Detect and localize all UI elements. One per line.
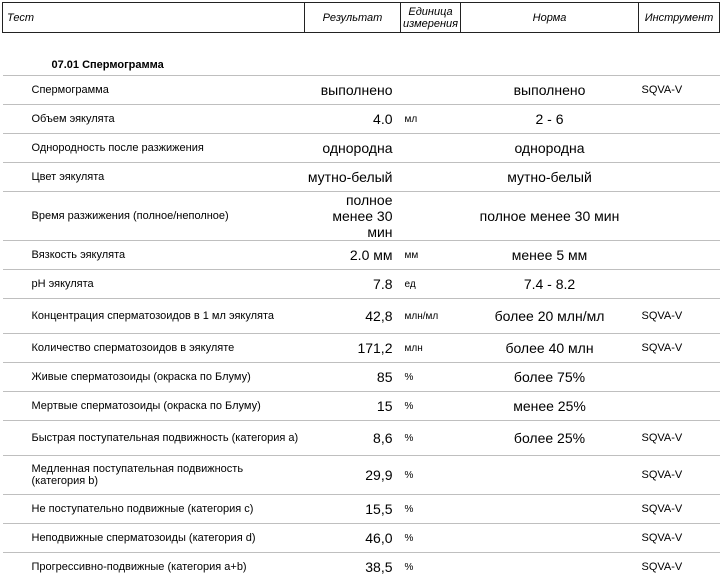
instrument-cell: SQVA-V: [639, 456, 720, 495]
instrument-cell: [639, 270, 720, 299]
table-row: [3, 76, 720, 105]
result-cell: мутно-белый: [305, 163, 401, 192]
norm-cell: более 25%: [461, 421, 639, 456]
norm-cell: менее 5 мм: [461, 241, 639, 270]
instrument-cell: SQVA-V: [639, 553, 720, 582]
result-cell: 4.0: [305, 105, 401, 134]
test-name-cell: Медленная поступательная подвижность (категория b): [3, 456, 305, 495]
table-row: [3, 163, 720, 192]
result-cell: 29,9: [305, 456, 401, 495]
unit-cell: млн/мл: [401, 299, 461, 334]
test-name-cell: Цвет эякулята: [3, 163, 305, 192]
unit-cell: %: [401, 524, 461, 553]
norm-cell: 7.4 - 8.2: [461, 270, 639, 299]
norm-cell: более 40 млн: [461, 334, 639, 363]
norm-cell: [461, 524, 639, 553]
unit-cell: %: [401, 363, 461, 392]
group-title: 07.01 Спермограмма: [51, 58, 164, 71]
unit-cell: млн: [401, 334, 461, 363]
unit-cell: [401, 134, 461, 163]
unit-cell: %: [401, 421, 461, 456]
test-name-cell: Прогрессивно-подвижные (категория a+b): [3, 553, 305, 582]
table-row: [3, 421, 720, 456]
instrument-cell: SQVA-V: [639, 334, 720, 363]
test-name-cell: Вязкость эякулята: [3, 241, 305, 270]
result-cell: 2.0 мм: [305, 241, 401, 270]
norm-cell: менее 25%: [461, 392, 639, 421]
unit-cell: ед: [401, 270, 461, 299]
column-header-result: Результат: [305, 3, 401, 33]
test-name-cell: Не поступательно подвижные (категория c): [3, 495, 305, 524]
test-name-cell: Спермограмма: [3, 76, 305, 105]
norm-cell: полное менее 30 мин: [461, 192, 639, 241]
result-cell: 171,2: [305, 334, 401, 363]
instrument-cell: SQVA-V: [639, 421, 720, 456]
table-row: [3, 299, 720, 334]
instrument-cell: [639, 241, 720, 270]
column-header-instrument: Инструмент: [639, 3, 720, 33]
result-cell: 15: [305, 392, 401, 421]
column-header-unit: Единица измерения: [401, 3, 461, 33]
group-row: [3, 55, 720, 76]
table-row: [3, 495, 720, 524]
instrument-cell: [639, 192, 720, 241]
unit-cell: %: [401, 553, 461, 582]
norm-cell: [461, 553, 639, 582]
result-cell: 7.8: [305, 270, 401, 299]
instrument-cell: [639, 392, 720, 421]
norm-cell: 2 - 6: [461, 105, 639, 134]
result-cell: 8,6: [305, 421, 401, 456]
unit-cell: [401, 163, 461, 192]
result-cell: 42,8: [305, 299, 401, 334]
result-cell: выполнено: [305, 76, 401, 105]
unit-cell: [401, 76, 461, 105]
instrument-cell: [639, 134, 720, 163]
table-row: [3, 392, 720, 421]
results-table: [2, 2, 720, 582]
instrument-cell: SQVA-V: [639, 495, 720, 524]
table-row: [3, 553, 720, 582]
result-cell: 46,0: [305, 524, 401, 553]
table-row: [3, 105, 720, 134]
header-row: [3, 3, 720, 33]
instrument-cell: [639, 163, 720, 192]
instrument-cell: SQVA-V: [639, 299, 720, 334]
instrument-cell: [639, 105, 720, 134]
unit-cell: мл: [401, 105, 461, 134]
norm-cell: выполнено: [461, 76, 639, 105]
test-name-cell: Объем эякулята: [3, 105, 305, 134]
unit-cell: [401, 192, 461, 241]
norm-cell: мутно-белый: [461, 163, 639, 192]
table-row: [3, 363, 720, 392]
norm-cell: более 75%: [461, 363, 639, 392]
table-row: [3, 334, 720, 363]
table-row: [3, 270, 720, 299]
table-row: [3, 241, 720, 270]
unit-cell: %: [401, 456, 461, 495]
norm-cell: [461, 456, 639, 495]
result-cell: полное менее 30 мин: [305, 192, 401, 241]
test-name-cell: Однородность после разжижения: [3, 134, 305, 163]
column-header-norm: Норма: [461, 3, 639, 33]
test-name-cell: Концентрация сперматозоидов в 1 мл эякулята: [3, 299, 305, 334]
test-name-cell: Мертвые сперматозоиды (окраска по Блуму): [3, 392, 305, 421]
test-name-cell: Неподвижные сперматозоиды (категория d): [3, 524, 305, 553]
instrument-cell: SQVA-V: [639, 76, 720, 105]
norm-cell: [461, 495, 639, 524]
table-row: [3, 134, 720, 163]
test-name-cell: Количество сперматозоидов в эякуляте: [3, 334, 305, 363]
table-row: [3, 192, 720, 241]
result-cell: 85: [305, 363, 401, 392]
table-row: [3, 456, 720, 495]
unit-cell: мм: [401, 241, 461, 270]
test-name-cell: pH эякулята: [3, 270, 305, 299]
norm-cell: однородна: [461, 134, 639, 163]
instrument-cell: [639, 363, 720, 392]
lab-report: [2, 2, 719, 582]
table-row: [3, 524, 720, 553]
result-cell: 15,5: [305, 495, 401, 524]
unit-cell: %: [401, 392, 461, 421]
result-cell: однородна: [305, 134, 401, 163]
spacer-row: [3, 33, 720, 55]
column-header-test: Тест: [3, 3, 305, 33]
unit-cell: %: [401, 495, 461, 524]
norm-cell: более 20 млн/мл: [461, 299, 639, 334]
instrument-cell: SQVA-V: [639, 524, 720, 553]
test-name-cell: Время разжижения (полное/неполное): [3, 192, 305, 241]
test-name-cell: Живые сперматозоиды (окраска по Блуму): [3, 363, 305, 392]
result-cell: 38,5: [305, 553, 401, 582]
test-name-cell: Быстрая поступательная подвижность (категория a): [3, 421, 305, 456]
